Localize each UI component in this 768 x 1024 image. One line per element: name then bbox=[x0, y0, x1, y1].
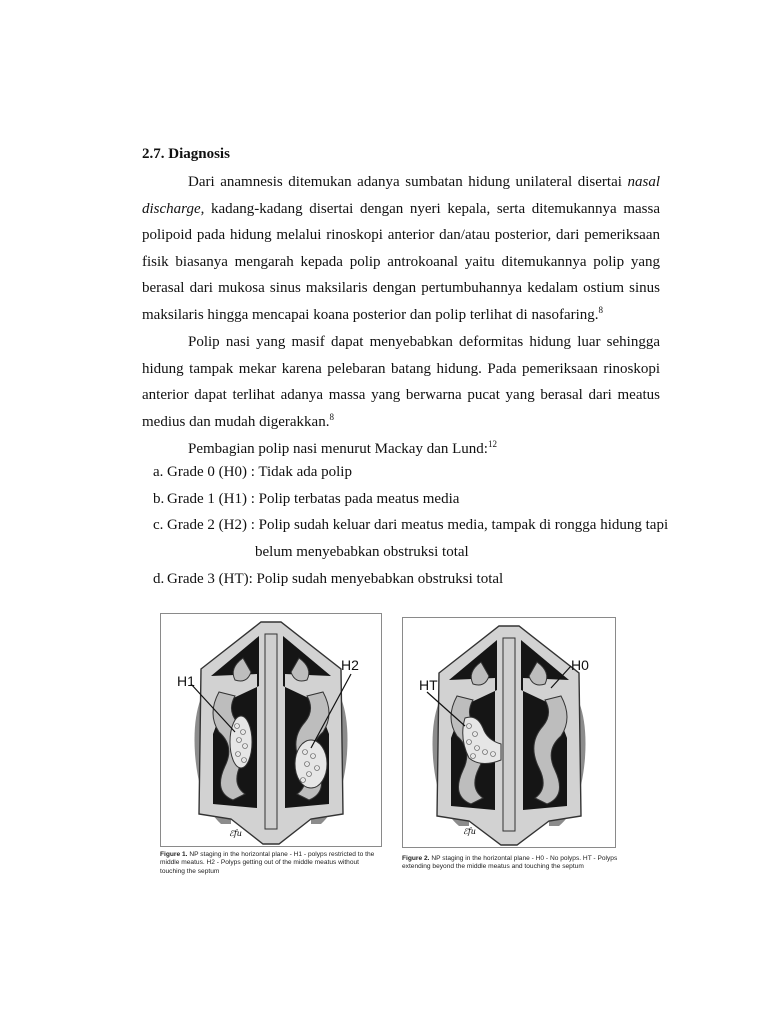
nasal-anatomy-drawing bbox=[191, 622, 351, 844]
figure-label-right: H0 bbox=[571, 657, 589, 673]
list-marker: d. bbox=[153, 571, 165, 587]
figure-2-illustration bbox=[402, 617, 616, 848]
figure-label-right: H2 bbox=[341, 657, 359, 673]
list-marker: b. bbox=[153, 491, 165, 507]
artist-signature: ℰfu bbox=[463, 827, 476, 836]
caption-text: NP staging in the horizontal plane - H1 - polyps restricted to the middle meatus. H2 - Polyps getting out of the middle meatus without touching the septum bbox=[160, 851, 375, 875]
section-heading: 2.7. Diagnosis bbox=[142, 146, 230, 162]
paragraph-anamnesis bbox=[142, 169, 660, 329]
list-marker: c. bbox=[153, 517, 164, 533]
figure-1-caption bbox=[160, 851, 384, 876]
artist-signature: ℰfu bbox=[229, 829, 242, 838]
list-item-text: Grade 1 (H1) : Polip terbatas pada meatus media bbox=[167, 491, 460, 507]
figure-1-illustration bbox=[160, 613, 382, 847]
list-item-text: Grade 0 (H0) : Tidak ada polip bbox=[167, 464, 352, 480]
list-item-text: belum menyebabkan obstruksi total bbox=[255, 544, 469, 560]
list-item-text: Grade 3 (HT): Polip sudah menyebabkan obstruksi total bbox=[167, 571, 504, 587]
paragraph-anamnesis-text-a: Dari anamnesis ditemukan adanya sumbatan hidung unilateral disertai bbox=[188, 174, 628, 190]
paragraph-massive-polyp bbox=[142, 329, 660, 435]
list-marker: a. bbox=[153, 464, 164, 480]
caption-label: Figure 2. bbox=[402, 855, 430, 862]
caption-text: NP staging in the horizontal plane - H0 - No polyps. HT - Polyps extending beyond the middle meatus and touching the septum bbox=[402, 855, 618, 871]
figure-label-left: HT bbox=[419, 677, 438, 693]
caption-label: Figure 1. bbox=[160, 851, 188, 858]
list-item-text: Grade 2 (H2) : Polip sudah keluar dari meatus media, tampak di rongga hidung tapi bbox=[167, 517, 669, 533]
paragraph-classification bbox=[188, 436, 668, 463]
paragraph-massive-polyp-text: Polip nasi yang masif dapat menyebabkan deformitas hidung luar sehingga hidung tampak mekar karena pelebaran batang hidung. Pada pemeriksaan rinoskopi anterior dapat terlihat adanya massa yang berwarna pucat yang berasal dari meatus medius dan mudah digerakkan. bbox=[142, 334, 660, 430]
figure-2-caption bbox=[402, 855, 622, 872]
reference-superscript: 8 bbox=[329, 411, 334, 422]
paragraph-anamnesis-text-b: , kadang-kadang disertai dengan nyeri kepala, serta ditemukannya massa polipoid pada hidung melalui rinoskopi anterior dan/atau posterior, dari pemeriksaan fisik biasanya mengarah kepada polip antrokoanal yaitu ditemukannya polip yang berasal dari mukosa sinus maksilaris dengan pertumbuhannya kedalam ostium sinus maksilaris hingga mencapai koana posterior dan polip terlihat di nasofaring. bbox=[142, 200, 660, 323]
paragraph-anamnesis-italic: nasal discharge bbox=[142, 174, 660, 217]
nasal-anatomy-drawing bbox=[427, 626, 586, 845]
figure-label-left: H1 bbox=[177, 673, 195, 689]
paragraph-classification-text: Pembagian polip nasi menurut Mackay dan Lund: bbox=[188, 441, 488, 457]
reference-superscript: 8 bbox=[598, 304, 604, 315]
reference-superscript: 12 bbox=[487, 439, 497, 449]
